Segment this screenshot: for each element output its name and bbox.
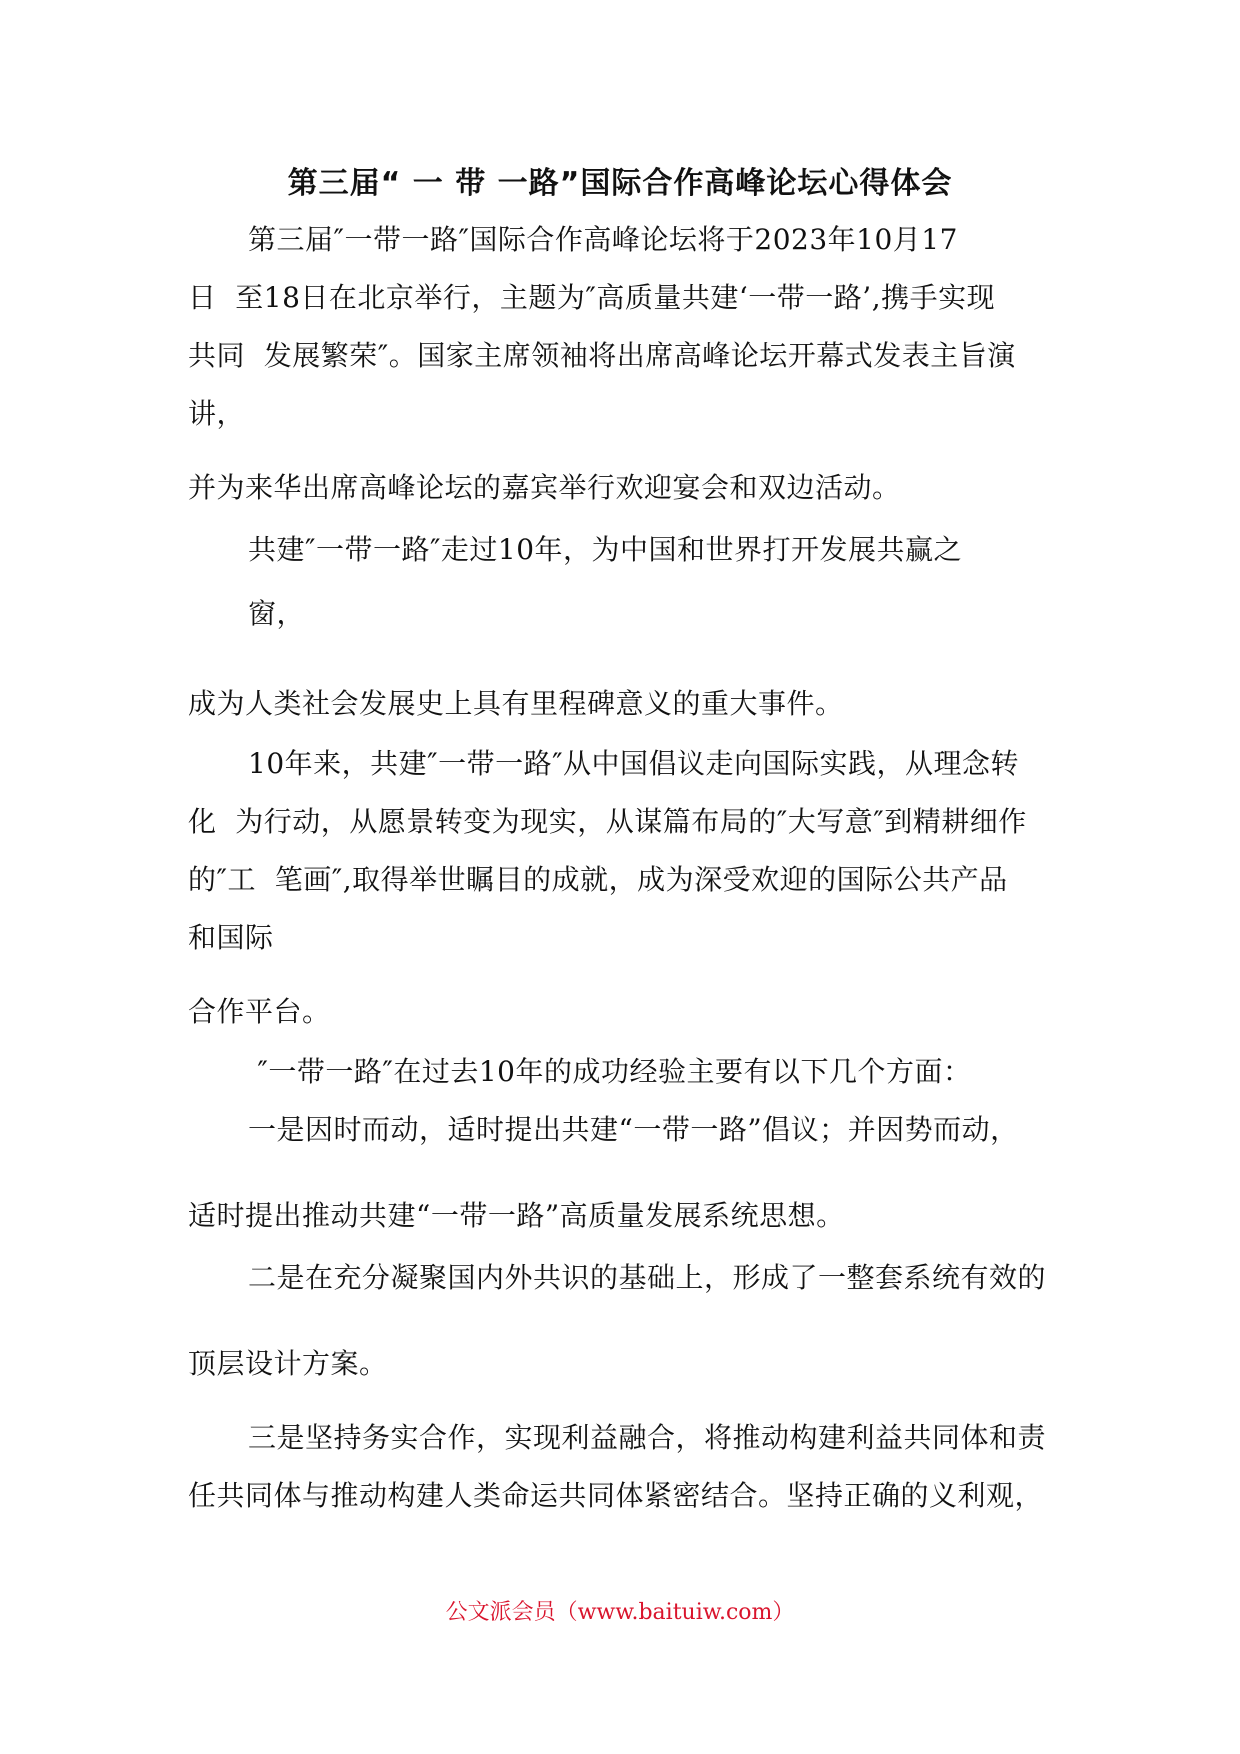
body-line: 共建″一带一路″走过10年，为中国和世界打开发展共赢之 xyxy=(248,533,963,566)
body-line: 成为人类社会发展史上具有里程碑意义的重大事件。 xyxy=(188,687,844,720)
body-line: 合作平台。 xyxy=(188,995,331,1028)
body-line: 讲， xyxy=(188,397,246,430)
document-title: 第三届“ 一 带 一路”国际合作高峰论坛心得体会 xyxy=(287,166,953,201)
body-line: 一是因时而动，适时提出共建“一带一路”倡议；并因势而动， xyxy=(248,1113,1019,1146)
footer-watermark-text: 公文派会员（www.baituiw.com） xyxy=(445,1600,795,1625)
body-line: 顶层设计方案。 xyxy=(188,1347,388,1380)
body-line: 的″工 笔画″,取得举世瞩目的成就，成为深受欢迎的国际公共产品 xyxy=(188,863,1008,896)
body-line: 第三届″一带一路″国际合作高峰论坛将于2023年10月17 xyxy=(248,223,958,256)
body-line: 日 至18日在北京举行，主题为″高质量共建‘一带一路’,携手实现 xyxy=(188,281,996,314)
body-line: 窗， xyxy=(248,597,306,630)
body-line: 共同 发展繁荣″。国家主席领袖将出席高峰论坛开幕式发表主旨演 xyxy=(188,339,1016,372)
body-line: 并为来华出席高峰论坛的嘉宾举行欢迎宴会和双边活动。 xyxy=(188,471,901,504)
body-line: ″一带一路″在过去10年的成功经验主要有以下几个方面： xyxy=(248,1055,972,1088)
body-line: 任共同体与推动构建人类命运共同体紧密结合。坚持正确的义利观， xyxy=(188,1479,1044,1512)
body-line: 三是坚持务实合作，实现利益融合，将推动构建利益共同体和责 xyxy=(248,1421,1047,1454)
body-line: 10年来，共建″一带一路″从中国倡议走向国际实践，从理念转 xyxy=(248,747,1020,780)
body-line: 适时提出推动共建“一带一路”高质量发展系统思想。 xyxy=(188,1199,845,1232)
body-line: 和国际 xyxy=(188,921,274,954)
body-line: 二是在充分凝聚国内外共识的基础上，形成了一整套系统有效的 xyxy=(248,1261,1047,1294)
body-line: 化 为行动，从愿景转变为现实，从谋篇布局的″大写意″到精耕细作 xyxy=(188,805,1027,838)
